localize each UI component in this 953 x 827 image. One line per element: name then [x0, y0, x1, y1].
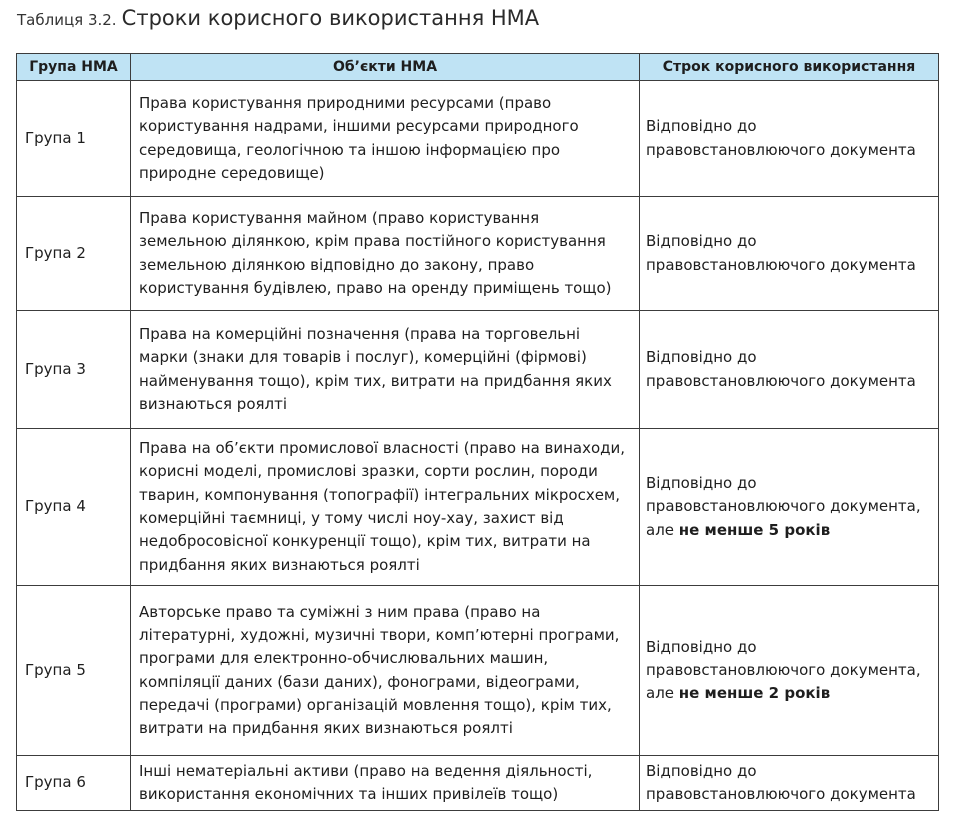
term-text: Відповідно до правовстановлюючого документа, але [646, 474, 921, 539]
objects-cell: Права на комерційні позначення (права на торговельні марки (знаки для товарів і послуг), комерційні (фірмові) найменування тощо), крім тих, витрати на придбання яких визнаються роялті [131, 311, 640, 429]
table-caption [17, 6, 539, 30]
group-cell: Група 4 [17, 429, 131, 586]
objects-cell: Авторське право та суміжні з ним права (право на літературні, художні, музичні твори, комп’ютерні програми, програми для електронно-обчислювальних машин, компіляції даних (бази даних), фонограми, відеограми, передачі (програми) організацій мовлення тощо), крім тих, витрати на придбання яких визнаються роялті [131, 586, 640, 756]
table-number: Таблиця 3.2. [17, 11, 117, 29]
objects-cell: Права користування природними ресурсами (право користування надрами, іншими ресурсами природного середовища, геологічною та іншою інформацією про природне середовище) [131, 81, 640, 197]
table-row [17, 429, 939, 586]
term-text: Відповідно до правовстановлюючого документа [646, 117, 916, 159]
column-header-objects: Об’єкти НМА [131, 54, 640, 81]
table-row [17, 586, 939, 756]
column-header-term: Строк корисного використання [640, 54, 939, 81]
term-cell [640, 197, 939, 311]
term-minimum: не менше 2 років [678, 684, 831, 703]
table-header-row [17, 54, 939, 81]
objects-cell: Інші нематеріальні активи (право на ведення діяльності, використання економічних та інших привілеїв тощо) [131, 756, 640, 811]
group-cell: Група 3 [17, 311, 131, 429]
table-title: Строки корисного використання НМА [121, 6, 540, 30]
term-text: Відповідно до правовстановлюючого документа [646, 232, 916, 274]
group-cell: Група 5 [17, 586, 131, 756]
group-cell: Група 2 [17, 197, 131, 311]
term-cell [640, 429, 939, 586]
table-row [17, 311, 939, 429]
column-header-group: Група НМА [17, 54, 131, 81]
term-cell [640, 81, 939, 197]
term-cell [640, 756, 939, 811]
objects-cell: Права на об’єкти промислової власності (право на винаходи, корисні моделі, промислові зразки, сорти рослин, породи тварин, компонування (топографії) інтегральних мікросхем, комерційні таємниці, у тому числі ноу-хау, захист від недобросовісної конкуренції тощо), крім тих, витрати на придбання яких визнаються роялті [131, 429, 640, 586]
term-cell [640, 311, 939, 429]
objects-cell: Права користування майном (право користування земельною ділянкою, крім права постійного користування земельною ділянкою відповідно до закону, право користування будівлею, право на оренду приміщень тощо) [131, 197, 640, 311]
group-cell: Група 6 [17, 756, 131, 811]
term-text: Відповідно до правовстановлюючого документа [646, 761, 916, 803]
term-text: Відповідно до правовстановлюючого документа [646, 348, 916, 390]
table-row [17, 81, 939, 197]
term-cell [640, 586, 939, 756]
intangible-assets-table [16, 53, 939, 811]
table-row [17, 756, 939, 811]
group-cell: Група 1 [17, 81, 131, 197]
term-text: Відповідно до правовстановлюючого документа, але [646, 637, 921, 703]
table-row [17, 197, 939, 311]
term-minimum: не менше 5 років [678, 520, 831, 539]
